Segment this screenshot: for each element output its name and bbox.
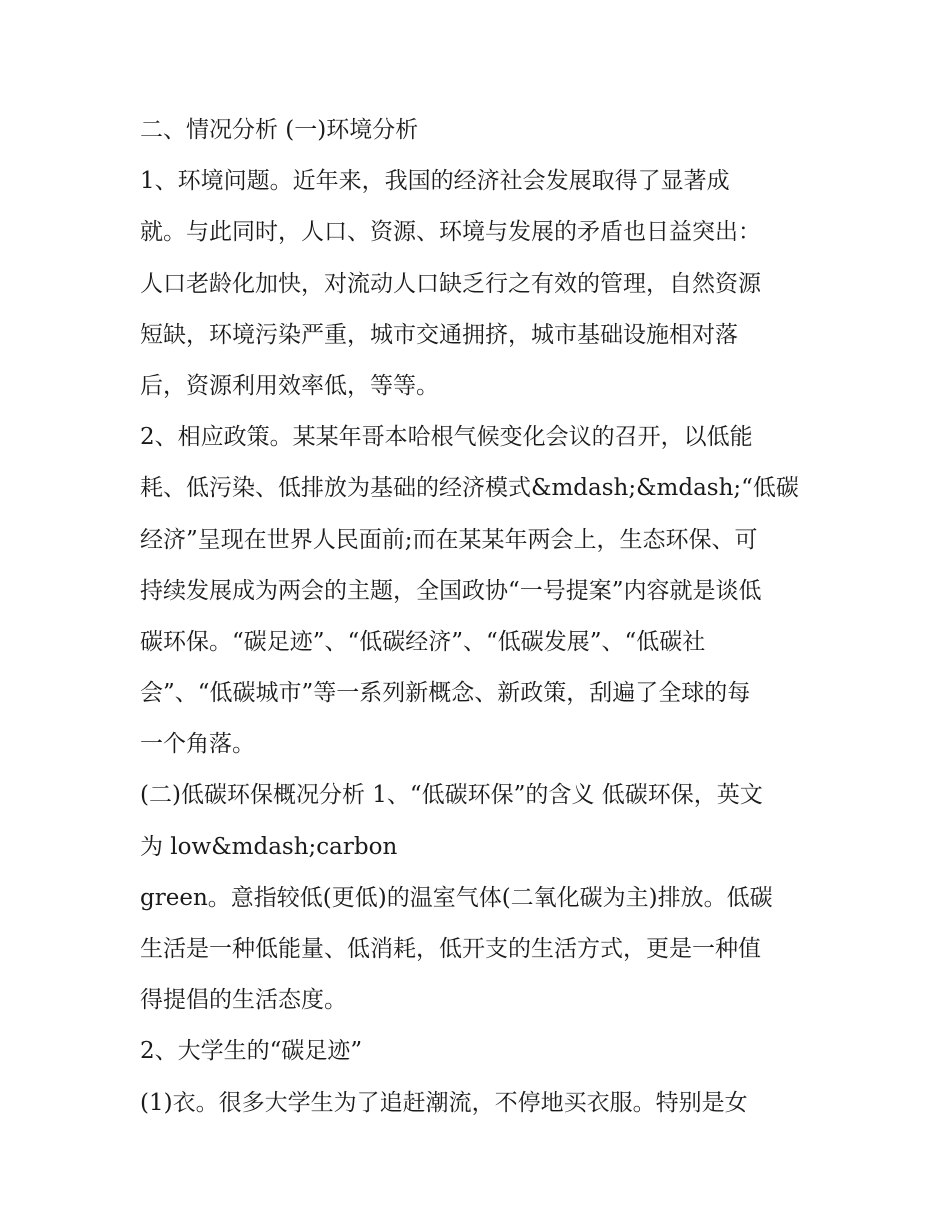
paragraph-line: 1、环境问题。近年来，我国的经济社会发展取得了显著成 [140,168,730,195]
section-heading: 二、情况分析 (一)环境分析 [140,117,419,143]
paragraph-line: 2、相应政策。某某年哥本哈根气候变化会议的召开，以低能 [140,424,753,451]
paragraph-line: 生活是一种低能量、低消耗，低开支的生活方式，更是一种值 [140,936,761,962]
paragraph-line: green。意指较低(更低)的温室气体(二氧化碳为主)排放。低碳 [140,884,773,911]
paragraph-line: 经济”呈现在世界人民面前;而在某某年两会上，生态环保、可 [140,526,758,553]
section-heading: (二)低碳环保概况分析 1、“低碳环保”的含义 低碳环保，英文 [140,782,763,809]
paragraph-line: 耗、低污染、低排放为基础的经济模式&mdash;&mdash;“低碳 [140,475,799,502]
paragraph-line: 就。与此同时，人口、资源、环境与发展的矛盾也日益突出： [140,219,761,246]
paragraph-line: 持续发展成为两会的主题，全国政协“一号提案”内容就是谈低 [140,577,762,604]
paragraph-line: 得提倡的生活态度。 [140,987,347,1014]
document-body [140,110,830,1134]
paragraph-line: (1)衣。很多大学生为了追赶潮流，不停地买衣服。特别是女 [140,1089,748,1116]
paragraph-line: 短缺，环境污染严重，城市交通拥挤，城市基础设施相对落 [140,321,738,348]
paragraph-line: 会”、“低碳城市”等一系列新概念、新政策，刮遍了全球的每 [140,680,751,707]
paragraph-line: 一个角落。 [140,731,255,758]
paragraph-line: 碳环保。“碳足迹”、“低碳经济”、“低碳发展”、“低碳社 [140,628,706,655]
paragraph-line: 为 low&mdash;carbon [140,833,398,860]
paragraph-line: 人口老龄化加快，对流动人口缺乏行之有效的管理，自然资源 [140,270,761,297]
subsection-heading: 2、大学生的“碳足迹” [140,1038,363,1065]
paragraph-line: 后，资源利用效率低，等等。 [140,372,439,399]
